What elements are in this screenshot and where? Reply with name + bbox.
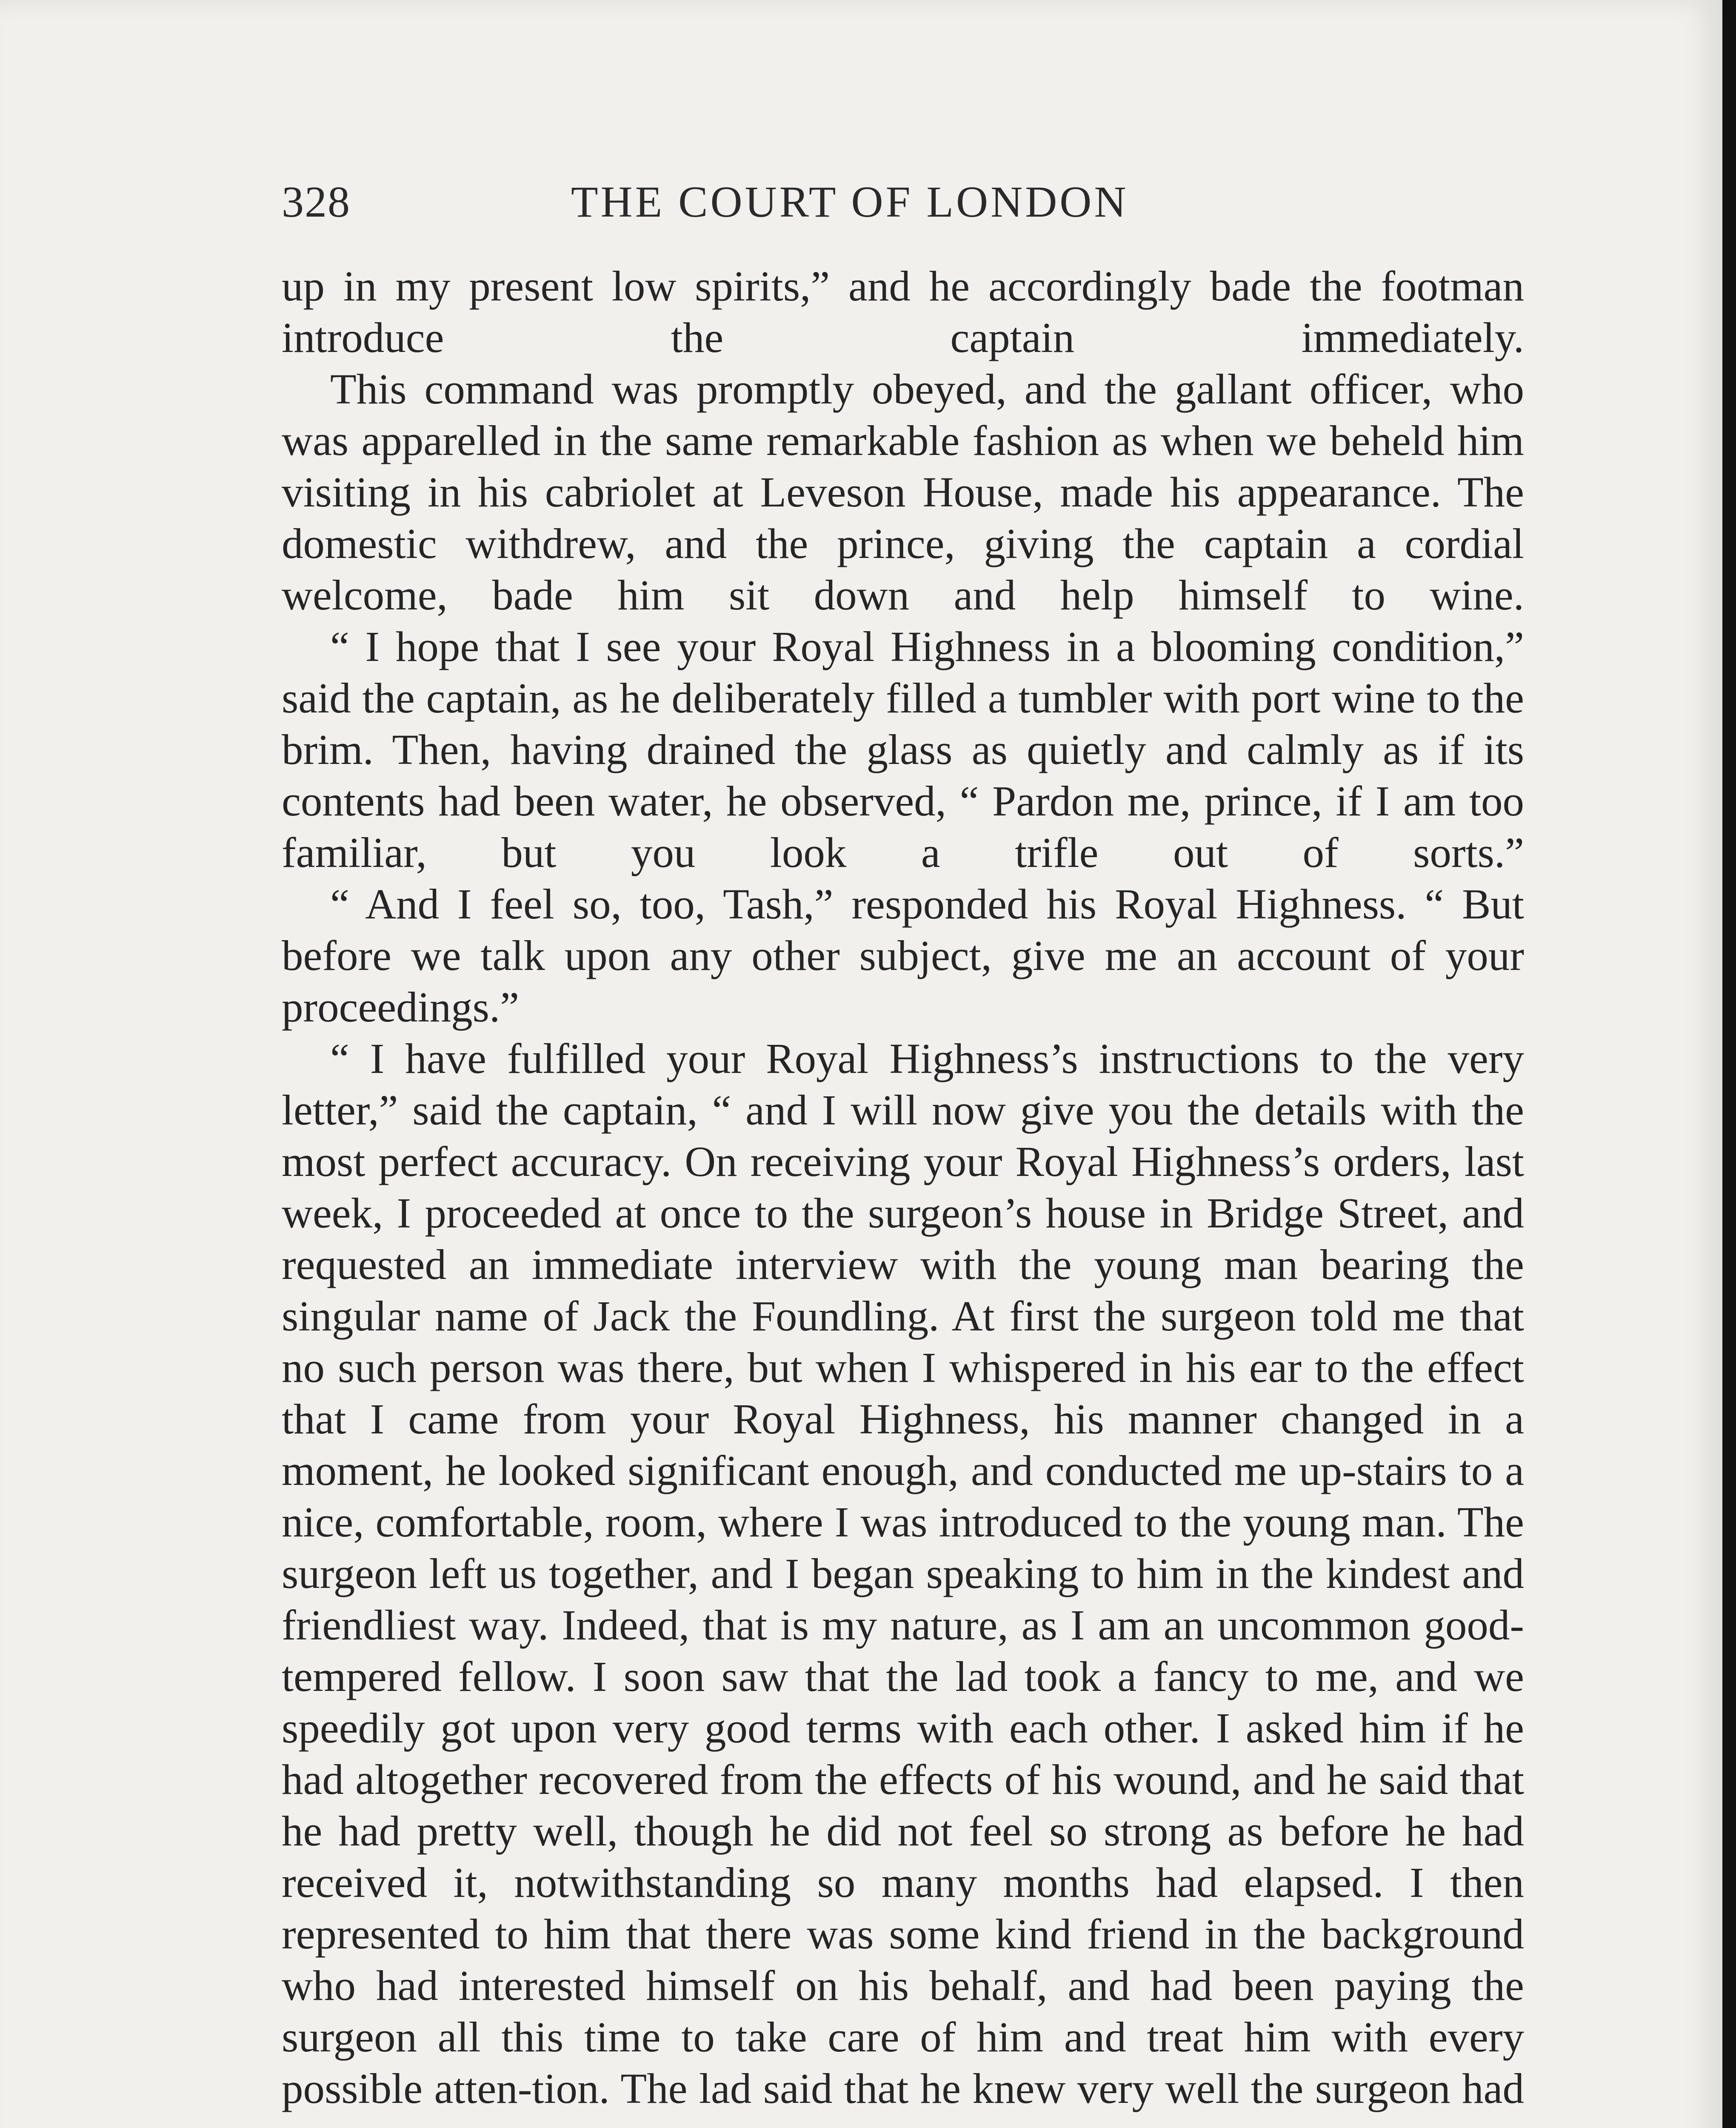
paragraph-2: This command was promptly obeyed, and the gallant officer, who was apparelled in the same remarkable fashion as when we beheld him visiting in his cabriolet at Leveson House, made his appearance. The domestic withdrew, and the prince, giving the captain a cordial welcome, bade him sit down and help himself to wine. bbox=[282, 365, 1524, 619]
running-head bbox=[282, 170, 1260, 234]
paragraph-3: “ I hope that I see your Royal Highness in a blooming condition,” said the captain, as he deliberately filled a tumbler with port wine to the brim. Then, having drained the glass as quietly and calmly as if its contents had been water, he observed, “ Pardon me, prince, if I am too familiar, but you look a trifle out of sorts.” bbox=[282, 623, 1524, 876]
paragraph-1: up in my present low spirits,” and he accordingly bade the footman introduce the captain immediately. bbox=[282, 262, 1524, 361]
body-text bbox=[282, 260, 1524, 2114]
page-edge bbox=[1722, 0, 1736, 2128]
page-number: 328 bbox=[282, 177, 351, 226]
paragraph-5: “ I have fulfilled your Royal Highness’s instructions to the very letter,” said the captain, “ and I will now give you the details with the most perfect accuracy. On receiving your Royal Highness’s orders, last week, I proceeded at once to the surgeon’s house in Bridge Street, and requested an immediate interview with the young man bearing the singular name of Jack the Foundling. At first the surgeon told me that no such person was there, but when I whispered in his ear to the effect that I came from your Royal Highness, his manner changed in a moment, he looked significant enough, and conducted me up-stairs to a nice, comfortable, room, where I was introduced to the young man. The surgeon left us together, and I began speaking to him in the kindest and friendliest way. Indeed, that is my nature, as I am an uncommon good-tempered fellow. I soon saw that the lad took a fancy to me, and we speedily got upon very good terms with each other. I asked him if he had altogether recovered from the effects of his wound, and he said that he had pretty well, though he did not feel so strong as before he had received it, notwithstanding so many months had elapsed. I then represented to him that there was some kind friend in the background who had interested himself on his behalf, and had been paying the surgeon all this time to take care of him and treat him with every possible atten-tion. The lad said that he knew very well the surgeon had bbox=[282, 1035, 1524, 2112]
paragraph-4: “ And I feel so, too, Tash,” responded his Royal Highness. “ But before we talk upon any other subject, give me an account of your proceedings.” bbox=[282, 880, 1524, 1031]
book-title: THE COURT OF LONDON bbox=[571, 177, 1129, 226]
